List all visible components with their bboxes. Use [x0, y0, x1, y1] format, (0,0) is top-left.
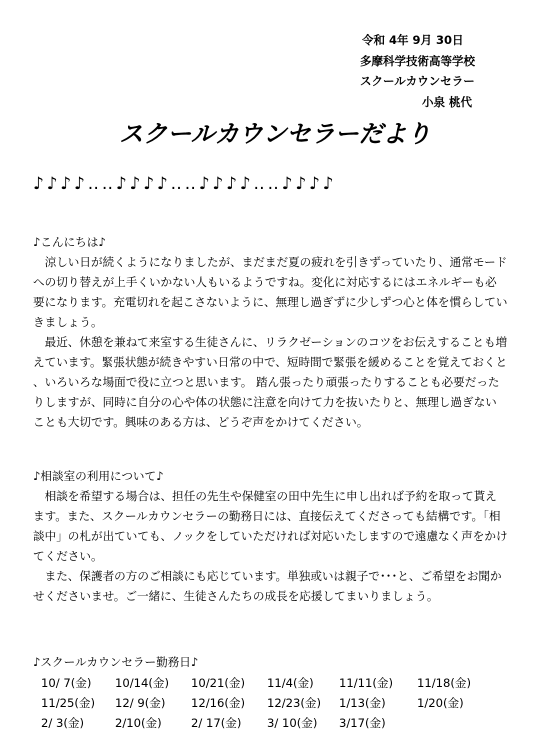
duty-date: 2/ 3(金)	[41, 716, 84, 730]
counseling-room-paragraph-1: 相談を希望する場合は、担任の先生や保健室の田中先生に申し出れば予約を取って貰えます。また、スクールカウンセラーの勤務日には、直接伝えてくださっても結構です。「相談中」の札が出ていても、ノックをしていただければ対応いたしますので遠慮なく声をかけてください。	[33, 489, 508, 563]
duty-days-heading: ♪スクールカウンセラー勤務日♪	[33, 655, 199, 669]
duty-date: 12/16(金)	[191, 696, 246, 710]
counseling-room-section	[33, 466, 508, 606]
duty-date: 3/ 10(金)	[267, 716, 318, 730]
duty-date: 11/18(金)	[417, 676, 472, 690]
duty-days-row	[41, 713, 487, 733]
duty-date: 11/4(金)	[267, 676, 314, 690]
duty-days-row	[41, 673, 487, 693]
counseling-room-paragraph-2: また、保護者の方のご相談にも応じています。単独或いは親子で･･･と、ご希望をお聞かせくださいませ。ご一緒に、生徒さんたちの成長を応援してまいりましょう。	[33, 569, 502, 603]
duty-date: 11/11(金)	[339, 676, 394, 690]
duty-date: 10/ 7(金)	[41, 676, 92, 690]
author-name: 小泉 桃代	[422, 94, 473, 109]
greeting-paragraph-1: 涼しい日が続くようになりましたが、まだまだ夏の疲れを引きずっていたり、通常モードへの切り替えが上手くいかない人もいるようですね。変化に対応するにはエネルギーも必要になります。充電切れを起こさないように、無理し過ぎずに少しずつ心と体を慣らしていきましょう。	[33, 255, 508, 329]
duty-days-section	[33, 652, 508, 733]
newsletter-title: スクールカウンセラーだより	[119, 120, 431, 148]
duty-date: 10/14(金)	[115, 676, 170, 690]
header-info	[360, 30, 530, 112]
duty-days-table	[41, 673, 487, 733]
duty-date: 12/ 9(金)	[115, 696, 166, 710]
music-note-divider: ♪♪♪♪‥‥♪♪♪♪‥‥♪♪♪♪‥‥♪♪♪♪	[33, 174, 337, 194]
greeting-section	[33, 232, 508, 432]
greeting-heading: ♪こんにちは♪	[33, 235, 106, 249]
school-name: 多摩科学技術高等学校	[360, 53, 475, 68]
duty-date: 2/10(金)	[115, 716, 162, 730]
duty-days-row	[41, 693, 487, 713]
duty-date: 1/13(金)	[339, 696, 386, 710]
duty-date	[417, 713, 487, 733]
duty-date: 3/17(金)	[339, 716, 386, 730]
duty-date: 1/20(金)	[417, 696, 464, 710]
greeting-paragraph-2: 最近、休憩を兼ねて来室する生徒さんに、リラクゼーションのコツをお伝えすることも増えています。緊張状態が続きやすい日常の中で、短時間で緊張を緩めることを覚えておくと、いろいろな場面で役に立つと思います。 踏ん張ったり頑張ったりすることも必要だったりしますが、同時に自分の心や体の状態に注意を向けて力を抜いたりと、無理し過ぎないことも大切です。興味のある方は、どうぞ声をかけてください。	[33, 335, 508, 429]
issue-date: 令和 4年 9月 30日	[362, 33, 464, 47]
counseling-room-heading: ♪相談室の利用について♪	[33, 469, 164, 483]
duty-date: 12/23(金)	[267, 696, 322, 710]
duty-date: 11/25(金)	[41, 696, 96, 710]
duty-date: 2/ 17(金)	[191, 716, 242, 730]
author-role: スクールカウンセラー	[360, 74, 475, 88]
duty-date: 10/21(金)	[191, 676, 246, 690]
